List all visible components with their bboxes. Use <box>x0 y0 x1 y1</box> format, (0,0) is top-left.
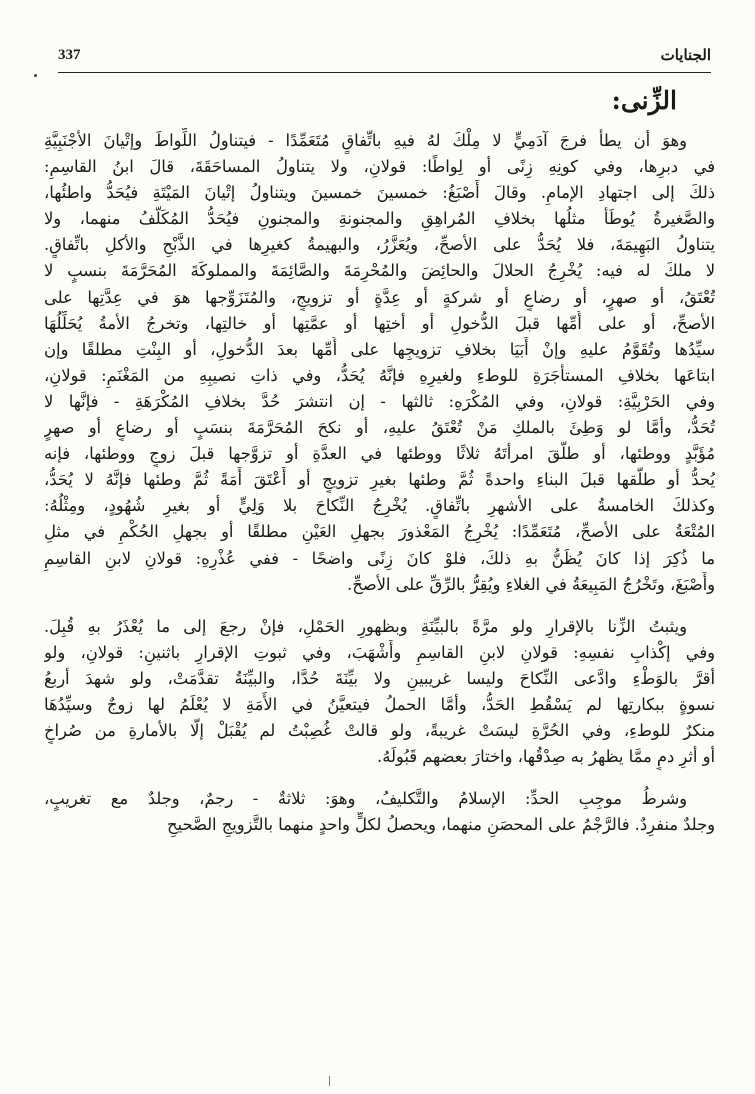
text-line: أو أثرِ دمٍ ممَّا يظهرُ به صِدْقُها، واختارَ بعضهم قَبُولَهُ. <box>377 747 715 767</box>
text-line: تُحَدُّ، وأمَّا لو وَطِئَ بالملكِ مَنْ تُعْتَقُ عليهِ، أو نكحَ المُحَرَّمَةَ بنسَبٍ أو رضاعٍ أو صهرٍ <box>44 418 715 438</box>
text-line: لا ملكَ له فيه: يُخْرِجُ الحلالَ والحائِضَ والمُحْرِمَةَ والصَّائِمَةَ والمملوكَةَ المُحَرَّمَةَ بنسبٍ لا <box>44 261 715 281</box>
text-line: ما ذُكِرَ إذا كانَ يُظَنُّ بهِ ذلكَ، فلوْ كانَ زِنًى واضحًا - ففي عُذْرِهِ: قولانِ لابنِ القاسِمِ <box>44 548 715 568</box>
text-line: أقرَّ بالوَطْءِ وادَّعى النِّكاحَ وليسا غريبينِ ولا بيِّنَةَ حُدَّا، والبيِّنَةُ تقدَّمَتْ، ولو شهدَ أربعُ <box>44 668 715 688</box>
text-line: ذلكَ إلى اجتهادِ الإمامِ. وقالَ أَصْبَغُ: خمسينَ خمسينَ ويتناولُ إتْيانَ المَيْتَةِ فيُحَدُّ واطئُها، <box>44 183 715 203</box>
text-line: يتناولُ البَهِيمَةَ، فلا يُحَدُّ على الأصحِّ، ويُعَزَّرُ، والبهيمةُ كغيرِها في الذَّبْحِ والأكلِ باتِّفاقٍ. <box>44 235 715 255</box>
text-line: وشرطُ موجِبِ الحدِّ: الإسلامُ والتَّكليفُ، وهوَ: ثلاثةٌ - رجمٌ، وجلدٌ مع تغريبٍ، <box>44 789 687 809</box>
text-line: تُعْتَقُ، أو صهرٍ، أو رضاعٍ أو شركةٍ أو عِدَّةٍ أو تزويجٍ، والمُتَزَوِّجها هوَ في عِدَّتِها على <box>44 287 715 307</box>
paragraph <box>44 786 715 838</box>
text-line: نسوةٍ ببكارتِها لم يَسْقُطِ الحَدُّ، وأمَّا الحملُ فيتعيَّنُ في الأَمَةِ لا يُعْلَمُ لها زوجٌ وسيِّدُهَا <box>44 694 715 714</box>
text-line: في دبرِها، وفي كونِهِ زِنًى أو لِواطًا: قولانِ، ولا يتناولُ المساحَقَةَ، قالَ ابنُ القاسِمِ: <box>44 157 715 177</box>
text-line: سيِّدُها وتُقَوَّمُ عليهِ وإنْ أَبَيَا بخلافِ تزويجِها على أُمِّها بعدَ الدُّخولِ، أو البِنْتِ مطلقًا وإن <box>44 339 715 359</box>
text-line: وكذلكَ الخامسةُ على الأشهرِ باتِّفاقٍ. يُخْرِجُ النِّكاحَ بلا وَلِيٍّ أو بغيرِ شُهُودٍ، ومِثْلُهُ: <box>44 496 715 516</box>
text-line: وفي إكْذابِ نفسِهِ: قولانِ لابنِ القاسِمِ وأَشْهَبَ، وفي ثبوتِ الإقرارِ باثنينِ: قولانِ، ولو <box>44 642 715 662</box>
text-line: وجلدٌ منفرِدٌ. فالرَّجْمُ على المحصَنِ منهما، ويحصلُ لكلٍّ واحدٍ منهما بالتَّزويجِ الصَّحيحِ <box>167 815 715 835</box>
body-text <box>44 128 715 838</box>
section-heading: الزِّنى: <box>611 86 677 115</box>
text-line: الأصحِّ، أو على أُمِّها قبلَ الدُّخولِ أو أختِها أو عمَّتِها أو خالتِها، وتخرجُ الأمةُ يُحَلِّلُهَا <box>44 313 715 333</box>
text-line: وهوَ أن يطأَ فرجَ آدَمِيٍّ لا مِلْكَ لهُ فيهِ باتِّفاقٍ مُتَعَمِّدًا - فيتناولُ اللِّواطَ وإتْيانَ الأجْنَبِيَّةِ <box>44 131 687 150</box>
text-line: ويثبتُ الزِّنا بالإقرارِ ولو مرَّةً بالبيِّنَةِ وبظهورِ الحَمْلِ، فإنْ رجعَ إلى ما يُعْذَرُ بهِ قُبِلَ. <box>44 616 687 636</box>
page-header <box>58 38 711 73</box>
text-line: المُتْعَةُ على الأصحِّ، مُتَعَمِّدًا: يُخْرِجُ المَعْذورَ بجهلِ العَيْنِ مطلقًا أو بجهلِ الحُكْمِ في مثلِ <box>44 522 715 542</box>
running-title: الجنايات <box>660 46 711 64</box>
text-line: وفي الحَرْبِيَّةِ: قولانِ، وفي المُكْرَهِ: ثالثها - إن انتشرَ حُدَّ بخلافِ المُكْرَهَةِ - فإنَّها لا <box>44 391 715 411</box>
text-line: والصَّغيرةُ يُوطَأُ مثلُها بخلافِ المُراهِقِ والمجنونةِ والمجنونِ فيُحَدُّ المُكَلَّفُ منهما، ولا <box>44 209 715 229</box>
text-line: يُحدُّ أو طلَّقها قبلَ البناءِ واحدةً ثُمَّ وطئها بغيرِ تزويجٍ أو أَعْتَقَ أَمَةً ثُمَّ وطئها فإنَّهُ لا يُحَدُّ، <box>44 470 715 490</box>
page-number: 337 <box>58 46 81 63</box>
text-line: ابتاعَها بخلافِ المستأجَرَةِ للوطءِ ولغيرِهِ فإنَّهُ يُحَدُّ، وفي ذاتِ نصيبِهِ من المَغْنَمِ: قولانِ، <box>44 365 715 385</box>
margin-dot <box>34 74 37 77</box>
text-line: وأَصْبَغَ، وتَخْرُجُ المَبِيعَةُ في الغلاءِ ويُقِرُّ بالرِّقِّ على الأصحِّ. <box>347 574 715 594</box>
printer-mark <box>329 1076 330 1086</box>
text-line: منكرٌ للوطءِ، وفي الحُرَّةِ ليسَتْ غريبةً، ولو قالتْ غُصِبْتُ لم يُقْبَلْ إلَّا بالأمارةِ من صُراخٍ <box>44 721 715 741</box>
paragraph <box>44 128 715 598</box>
text-line: مُؤَبَّدٍ ووطئها، أو طلَّقَ امرأتَهُ ثلاثًا ووطئها في العدَّةِ أو تزوَّجها قبلَ زوجٍ ووطئها، فإنه <box>44 444 715 464</box>
paragraph <box>44 614 715 771</box>
